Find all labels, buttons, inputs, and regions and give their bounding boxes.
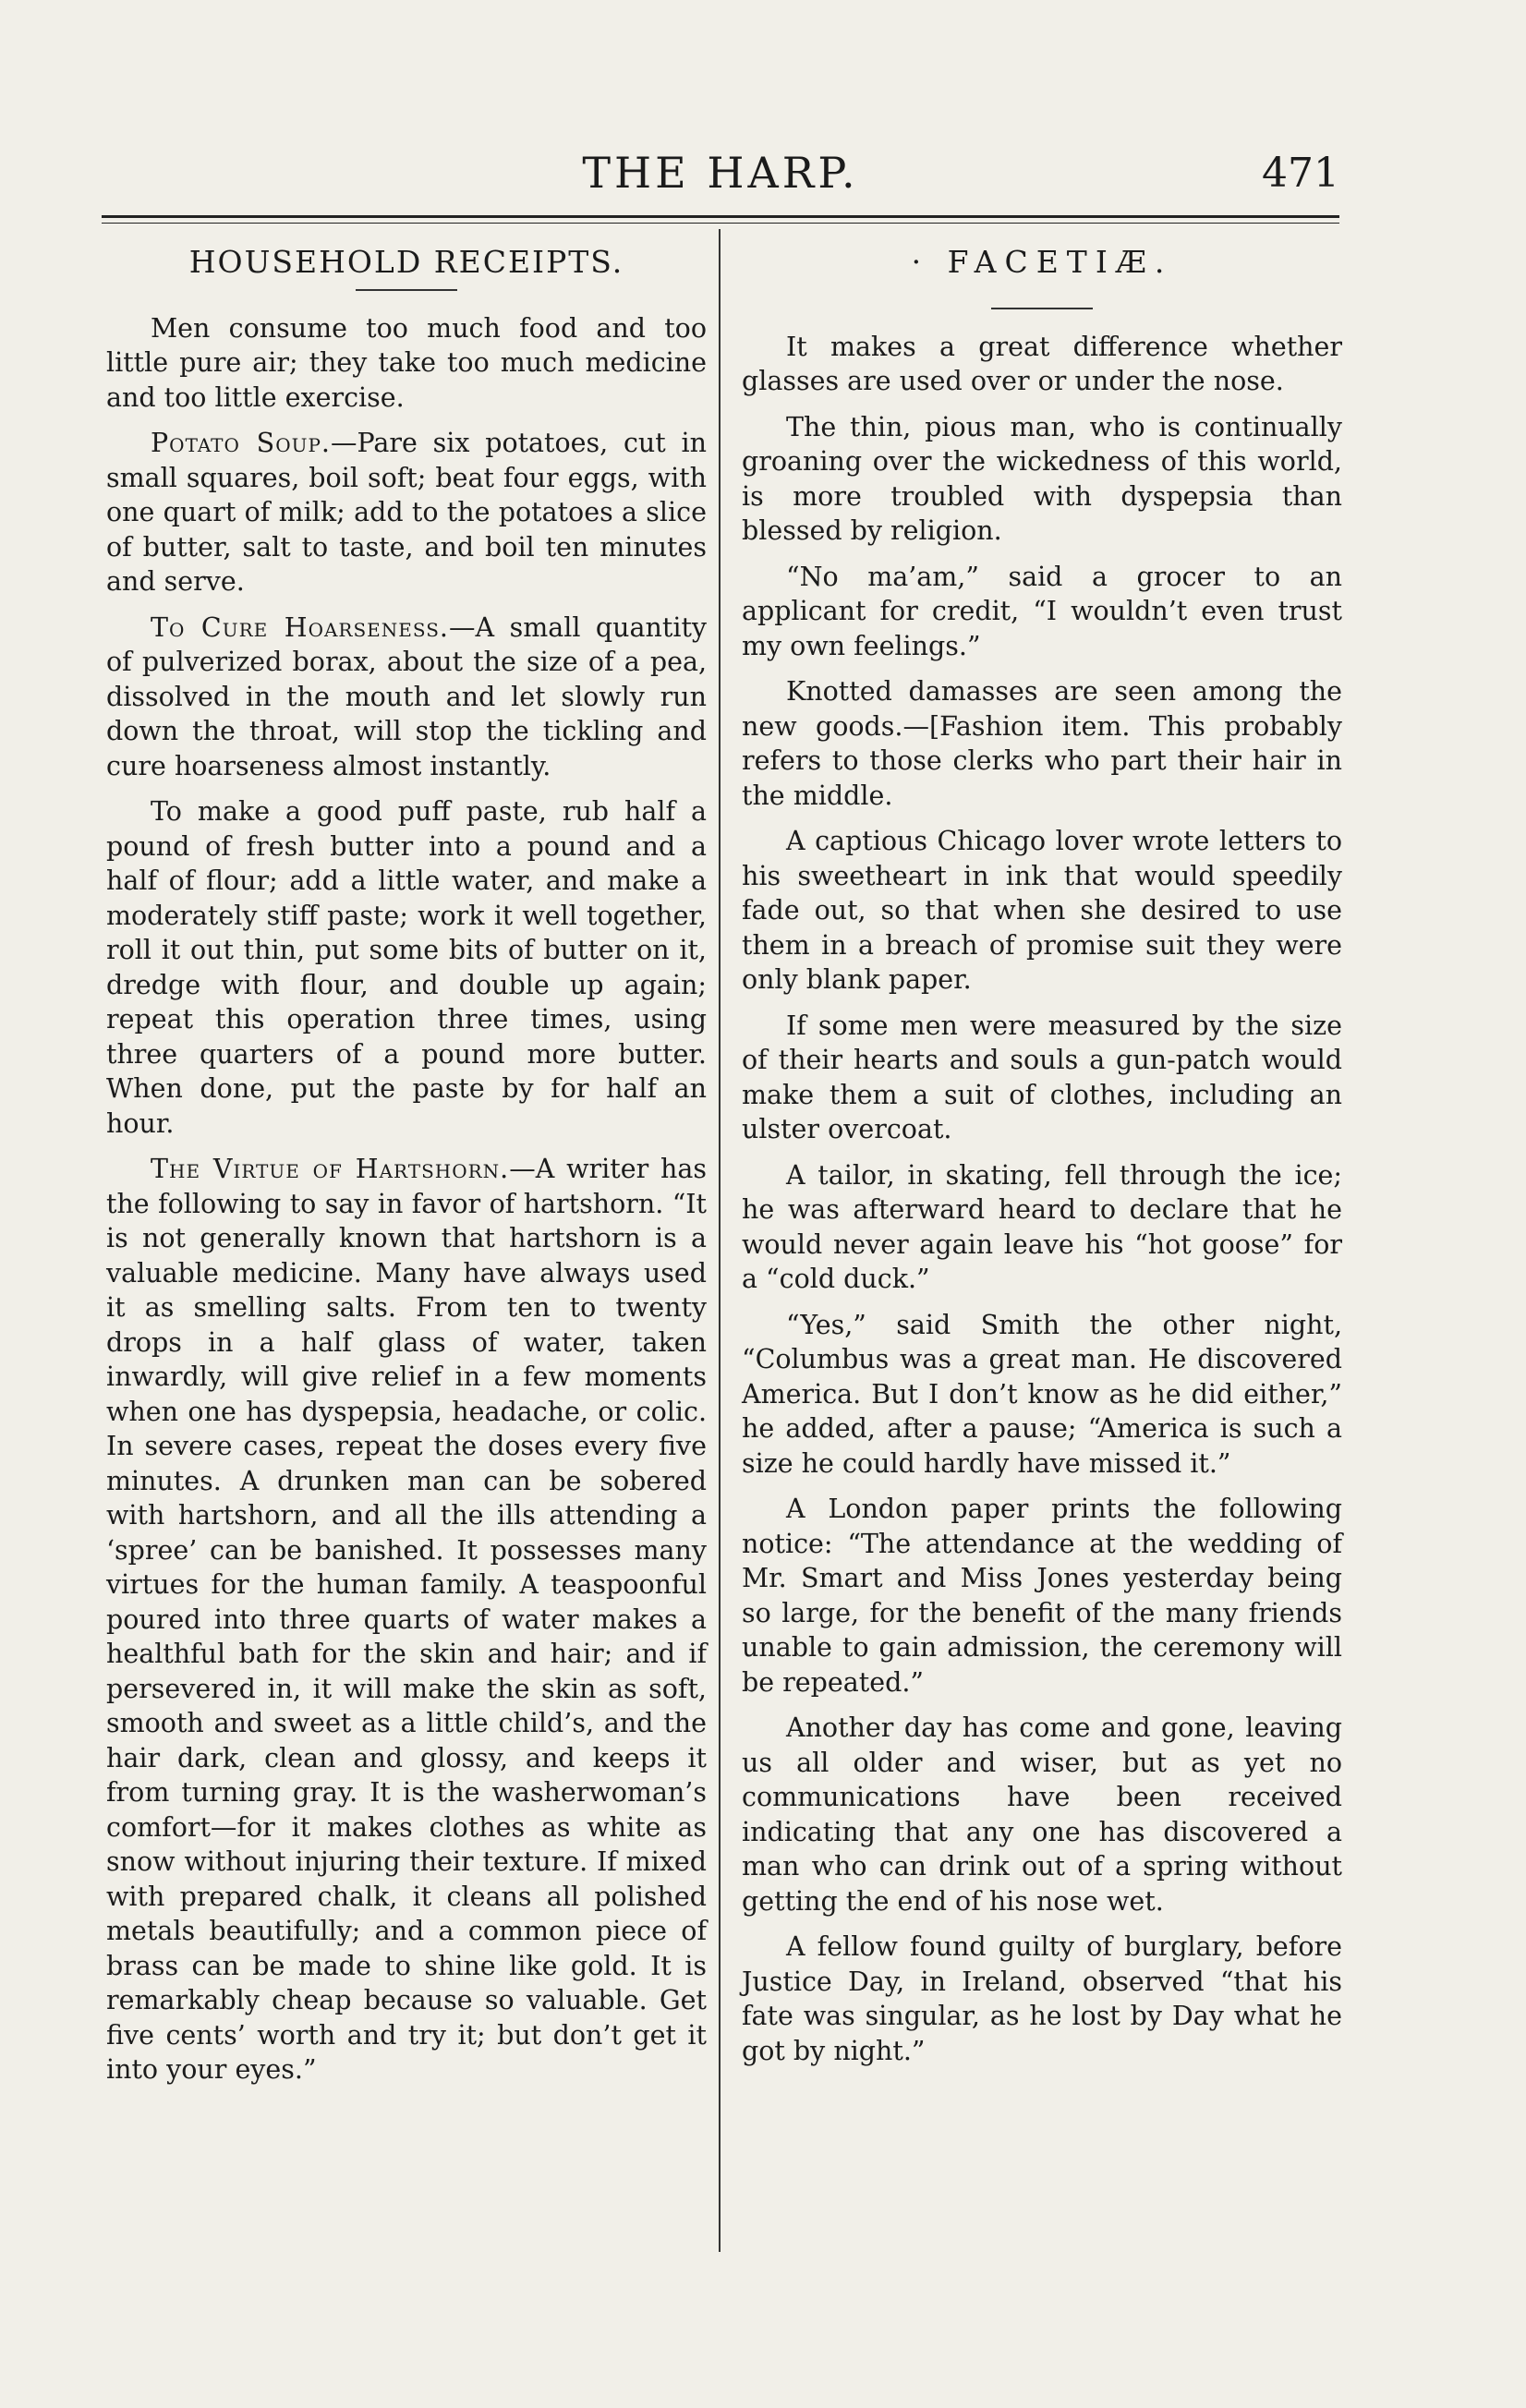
paragraph: A captious Chicago lover wrote letters to his sweetheart in ink that would speedily fade out, so that when she desired to use them in a breach of promise suit they were only blank paper.: [742, 826, 1342, 995]
rubric: To Cure Hoarseness.: [151, 611, 449, 643]
paragraph: If some men were measured by the size of their hearts and souls a gun-patch would make them a suit of clothes, including an ulster overcoat.: [742, 1010, 1342, 1144]
column-divider: [719, 229, 721, 2252]
rubric: The Virtue of Hartshorn.: [151, 1154, 510, 1184]
heading-rule: [991, 308, 1093, 309]
paragraph: It makes a great difference whether glasses are used over or under the nose.: [742, 331, 1342, 396]
rubric: Potato Soup.: [151, 428, 331, 458]
paragraph-hartshorn: [106, 1152, 707, 2087]
paragraph-text: —Pare six potatoes, cut in small squares, boil soft; beat four eggs, with one quart of milk; add to the potatoes a slice of butter, salt to taste, and boil ten minutes and serve.: [106, 428, 707, 597]
paragraph: “No ma’am,” said a grocer to an applicant for credit, “I wouldn’t even trust my own feelings.”: [742, 561, 1342, 661]
paragraph-potato-soup: [106, 426, 707, 599]
paragraph-text: —A small quantity of pulverized borax, about the size of a pea, dissolved in the mouth and let slowly run down the throat, will stop the tickling and cure hoarseness almost instantly.: [106, 611, 707, 781]
paragraph-text: —A writer has the following to say in favor of hartshorn. “It is not generally known that hartshorn is a valuable medicine. Many have always used it as smelling salts. From ten to twenty drops in a half glass of water, taken inwardly, will give relief in a few moments when one has dyspepsia, headache, or colic. In severe cases, repeat the doses every five minutes. A drunken man can be sobered with hartshorn, and all the ills attending a ‘spree’ can be banished. It possesses many virtues for the human family. A teaspoonful poured into three quarts of water makes a healthful bath for the skin and hair; and if persevered in, it will make the skin as soft, smooth and sweet as a little child’s, and the hair dark, clean and glossy, and keeps it from turning gray. It is the washerwoman’s comfort—for it makes clothes as white as snow without injuring their texture. If mixed with prepared chalk, it cleans all polished metals beautifully; and a common piece of brass can be made to shine like gold. It is remarkably cheap because so valuable. Get five cents’ worth and try it; but don’t get it into your eyes.”: [106, 1154, 707, 2085]
household-receipts-column: [106, 245, 707, 2099]
header-rule: [102, 215, 1339, 224]
paragraph: Men consume too much food and too little pure air; they take too much medicine and too little exercise.: [106, 312, 707, 413]
paragraph: Knotted damasses are seen among the new goods.—[Fashion item. This probably refers to those clerks who part their hair in the middle.: [742, 676, 1342, 811]
facetiae-column: [742, 245, 1342, 2079]
column-heading-facetiae: · FACETIÆ.: [911, 244, 1173, 280]
paragraph: “Yes,” said Smith the other night, “Columbus was a great man. He discovered America. But I don’t know as he did either,” he added, after a pause; “America is such a size he could hardly have missed it.”: [742, 1309, 1342, 1479]
paragraph: A London paper prints the following notice: “The attendance at the wedding of Mr. Smart and Miss Jones yesterday being so large, for the benefit of the many friends unable to gain admission, the ceremony will be repeated.”: [742, 1494, 1342, 1698]
page-header: [102, 148, 1339, 212]
paragraph-puff-paste: To make a good puff paste, rub half a pound of fresh butter into a pound and a half of flour; add a little water, and make a moderately stiff paste; work it well together, roll it out thin, put some bits of butter on it, dredge with flour, and double up again; repeat this operation three times, using three quarters of a pound more butter. When done, put the paste by for half an hour.: [106, 796, 707, 1139]
paragraph: Another day has come and gone, leaving us all older and wiser, but as yet no communications have been received indicating that any one has discovered a man who can drink out of a spring without getting the end of his nose wet.: [742, 1712, 1342, 1917]
paragraph: The thin, pious man, who is continually groaning over the wickedness of this world, is more troubled with dyspepsia than blessed by religion.: [742, 411, 1342, 546]
heading-rule: [356, 289, 457, 291]
paragraph: A tailor, in skating, fell through the ice; he was afterward heard to declare that he would never again leave his “hot goose” for a “cold duck.”: [742, 1159, 1342, 1294]
running-title: THE HARP.: [582, 148, 859, 198]
paragraph-cure-hoarseness: [106, 611, 707, 784]
column-heading-household-receipts: HOUSEHOLD RECEIPTS.: [188, 244, 624, 280]
page-number: 471: [1262, 150, 1339, 197]
paragraph: A fellow found guilty of burglary, before Justice Day, in Ireland, observed “that his fate was singular, as he lost by Day what he got by night.”: [742, 1931, 1342, 2066]
